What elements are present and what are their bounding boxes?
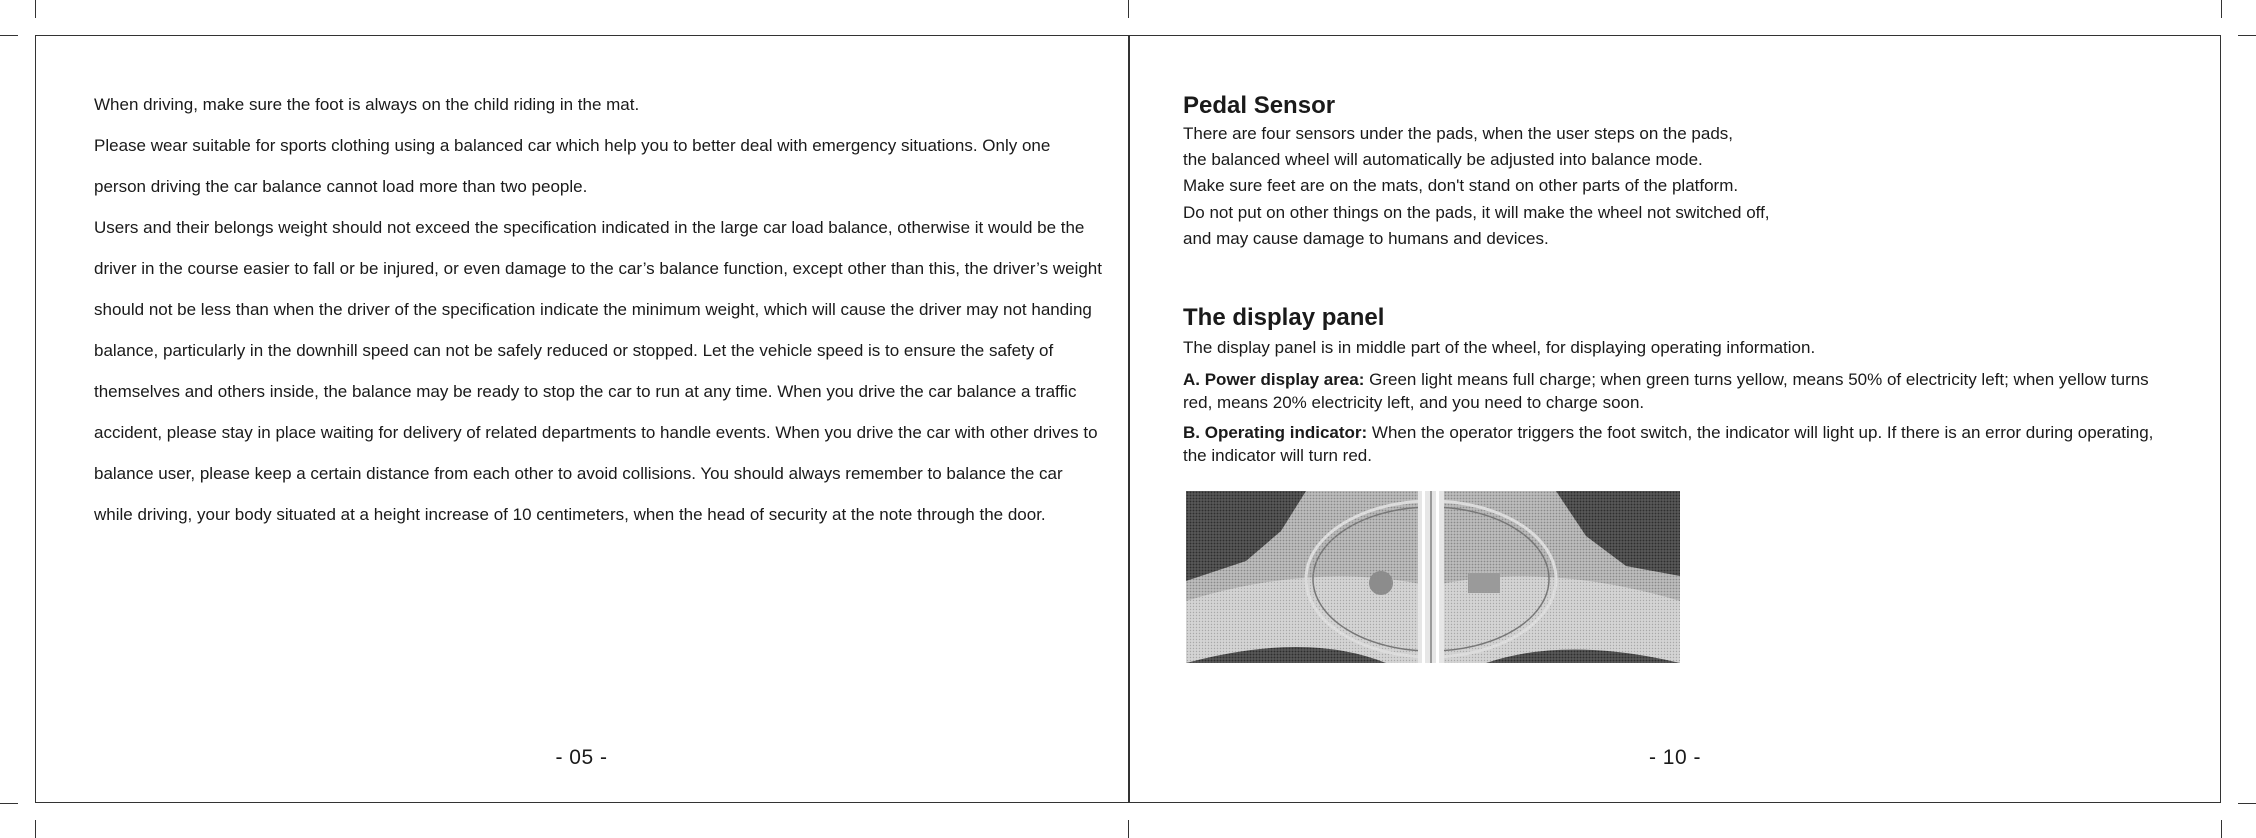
page-number-right: - 10 - xyxy=(1648,746,1701,769)
item-label: B. Operating indicator: xyxy=(1183,423,1368,442)
paragraph: Please wear suitable for sports clothing using a balanced car which help you to better deal with emergency situations. Only one person driving the car balance cannot load more than two people. xyxy=(94,136,1051,196)
crop-mark xyxy=(35,820,36,838)
crop-mark xyxy=(35,0,36,18)
power-display-item xyxy=(1183,369,2163,414)
crop-mark xyxy=(0,803,18,804)
crop-mark xyxy=(1128,0,1129,18)
text-line: Do not put on other things on the pads, it will make the wheel not switched off, xyxy=(1183,202,1770,222)
text-line: and may cause damage to humans and devices. xyxy=(1183,228,1549,248)
text-line: There are four sensors under the pads, when the user steps on the pads, xyxy=(1183,124,1734,143)
item-text: Green light means full charge; when green turns yellow, means 50% of electricity left; when yellow turns red, means 20% electricity left, and you need to charge soon. xyxy=(1183,370,2149,412)
paragraph: When driving, make sure the foot is always on the child riding in the mat. xyxy=(94,95,640,114)
pedal-sensor-section xyxy=(1183,91,2163,252)
left-page xyxy=(35,35,1128,803)
text-line: the balanced wheel will automatically be adjusted into balance mode. xyxy=(1183,150,1703,170)
left-body-text xyxy=(94,84,1104,535)
crop-mark xyxy=(1128,820,1129,838)
display-panel-intro: The display panel is in middle part of the wheel, for displaying operating information. xyxy=(1183,338,1816,357)
crop-mark xyxy=(2238,35,2256,36)
item-text: When the operator triggers the foot switch, the indicator will light up. If there is an error during operating, the indicator will turn red. xyxy=(1183,423,2154,465)
crop-mark xyxy=(2221,0,2222,18)
right-page xyxy=(1129,35,2221,803)
crop-mark xyxy=(0,35,18,36)
section-heading-display-panel: The display panel xyxy=(1183,304,1385,331)
display-panel-photo xyxy=(1186,491,1680,663)
page-number-left: - 05 - xyxy=(555,746,608,769)
text-line: Make sure feet are on the mats, don't stand on other parts of the platform. xyxy=(1183,176,1739,196)
pedal-sensor-text xyxy=(1183,121,2163,252)
item-label: A. Power display area: xyxy=(1183,370,1365,389)
operating-indicator-item xyxy=(1183,422,2163,467)
crop-mark xyxy=(2221,820,2222,838)
section-heading-pedal-sensor: Pedal Sensor xyxy=(1183,92,1336,119)
paragraph: Users and their belongs weight should not exceed the specification indicated in the large car load balance, otherwise it would be the driver in the course easier to fall or be injured, or even damage to the car’s balance function, except other than this, the driver’s weight should not be less than when the driver of the specification indicate the minimum weight, which will cause the driver may not handing balance, particularly in the downhill speed can not be safely reduced or stopped. Let the vehicle speed is to ensure the safety of themselves and others inside, the balance may be ready to stop the car to run at any time. When you drive the car balance a traffic accident, please stay in place waiting for delivery of related departments to handle events. When you drive the car with other drives to balance user, please keep a certain distance from each other to avoid collisions. You should always remember to balance the car while driving, your body situated at a height increase of 10 centimeters, when the head of security at the note through the door. xyxy=(94,218,1102,524)
display-panel-section xyxy=(1183,303,2163,467)
crop-mark xyxy=(2238,803,2256,804)
